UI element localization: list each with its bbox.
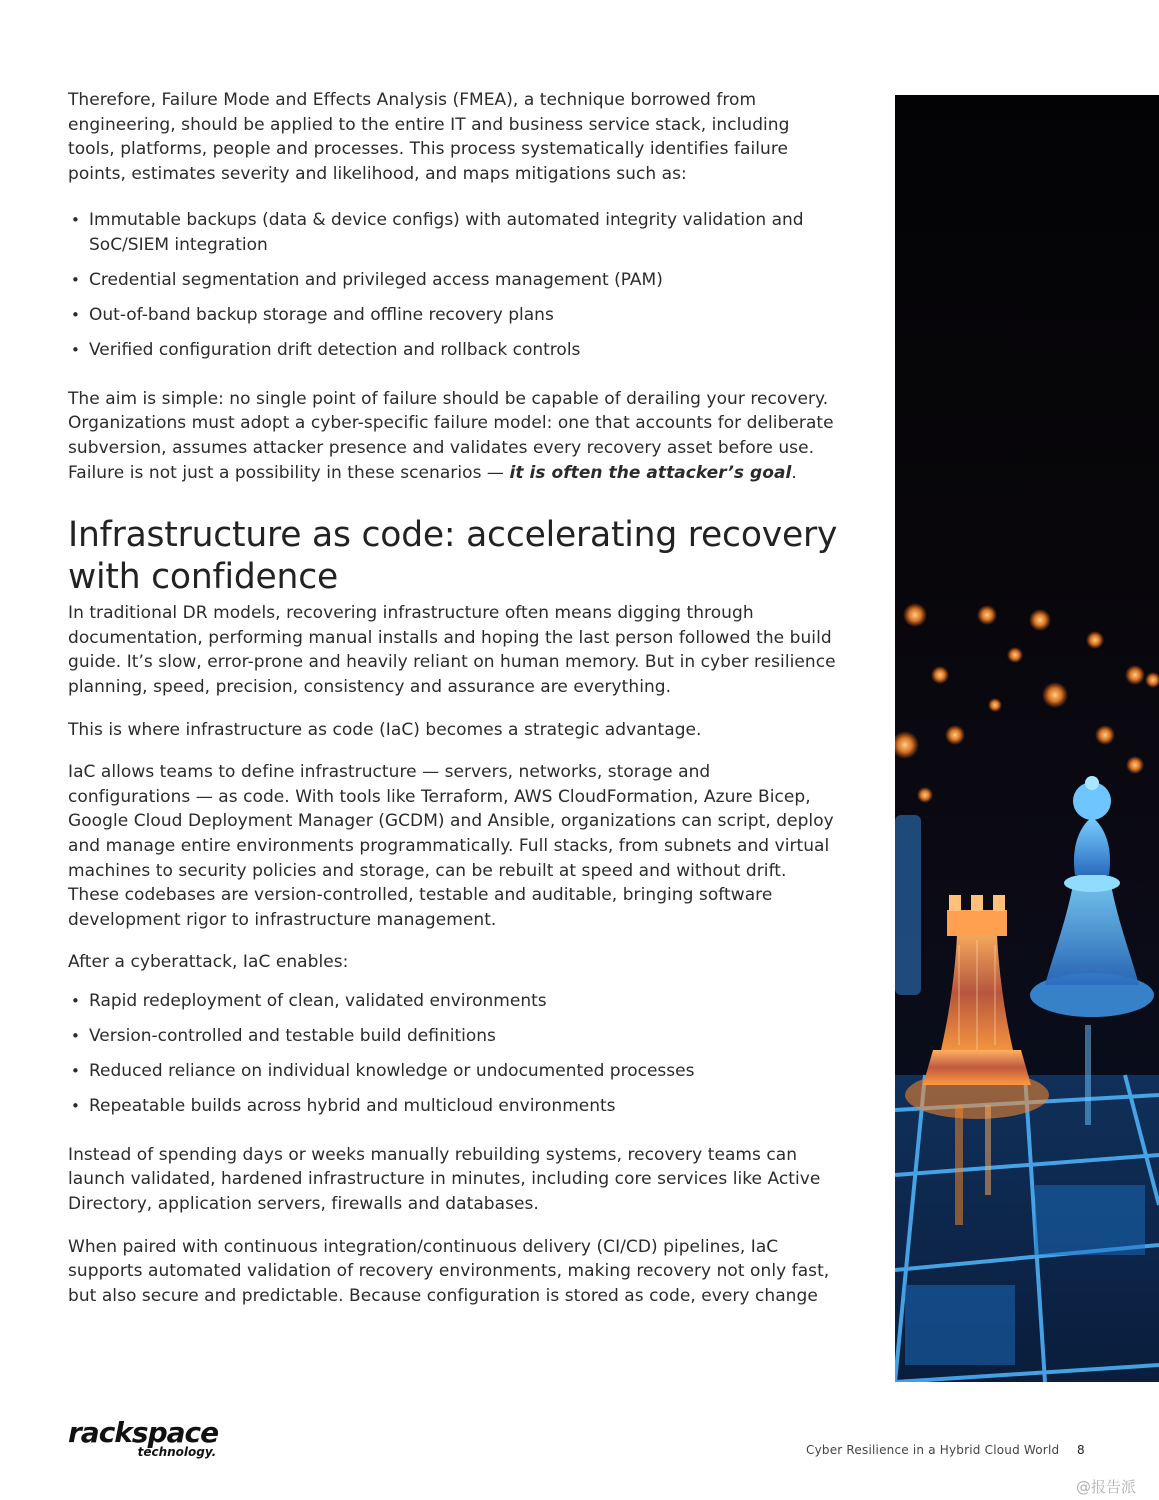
chess-illustration-svg — [895, 95, 1159, 1382]
paragraph-traditional-dr: In traditional DR models, recovering infrastructure often means digging through documentation, performing manual installs and hoping the last person followed the build guide. It’s slow, error-prone and heavily reliant on human memory. But in cyber resilience planning, speed, precision, consistency and assurance are everything. — [68, 603, 836, 697]
paragraph-aim-emphasis: it is often the attacker’s goal — [509, 462, 792, 483]
paragraph-cicd: When paired with continuous integration/continuous delivery (CI/CD) pipelines, IaC supports automated validation of recovery environments, making recovery not only fast, but also secure and predictable. Because configuration is stored as code, every change — [68, 1236, 830, 1306]
iac-benefits-list — [68, 989, 838, 1119]
mitigations-list — [68, 208, 838, 362]
logo-subtext: technology. — [137, 1445, 217, 1459]
paragraph-iac-definition: IaC allows teams to define infrastructure — servers, networks, storage and configurations — as code. With tools like Terraform, AWS CloudFormation, Azure Bicep, Google Cloud Deployment Manager (GCDM) and Ansible, organizations can script, deploy and manage entire environments programmatically. Full stacks, from subnets and virtual machines to security policies and storage, can be rebuilt at speed and without drift. These codebases are version-controlled, testable and auditable, bringing software development rigor to infrastructure management. — [68, 762, 834, 930]
list-item: • Version-controlled and testable build definitions — [68, 1024, 838, 1049]
list-item: • Verified configuration drift detection and rollback controls — [68, 338, 838, 363]
logo-wordmark: rackspace — [68, 1416, 219, 1449]
paragraph-aim-text: The aim is simple: no single point of failure should be capable of derailing your recovery. Organizations must adopt a cyber-specific failure model: one that accounts for deliberate subversion, assumes attacker presence and validates every recovery asset before use. Failure is not just a possibility in these scenarios — — [68, 388, 834, 483]
main-content — [68, 88, 838, 1308]
watermark: @报告派 — [1076, 1478, 1137, 1496]
list-item: • Credential segmentation and privileged access management (PAM) — [68, 268, 838, 293]
paragraph-rebuild: Instead of spending days or weeks manually rebuilding systems, recovery teams can launch validated, hardened infrastructure in minutes, including core services like Active Directory, application servers, firewalls and databases. — [68, 1144, 821, 1214]
list-item: • Immutable backups (data & device configs) with automated integrity validation and SoC/SIEM integration — [68, 208, 838, 257]
list-item: • Repeatable builds across hybrid and multicloud environments — [68, 1094, 838, 1119]
paragraph-iac-advantage: This is where infrastructure as code (IaC) becomes a strategic advantage. — [68, 719, 702, 740]
section-heading: Infrastructure as code: accelerating recovery with confidence — [68, 515, 838, 597]
footer-document-title: Cyber Resilience in a Hybrid Cloud World — [806, 1443, 1060, 1457]
paragraph-aim — [68, 387, 838, 485]
list-item: • Out-of-band backup storage and offline recovery plans — [68, 303, 838, 328]
list-item: • Rapid redeployment of clean, validated environments — [68, 989, 838, 1014]
paragraph-iac-enables: After a cyberattack, IaC enables: — [68, 952, 349, 973]
rackspace-logo — [68, 1418, 218, 1459]
footer-page-number: 8 — [1077, 1443, 1085, 1457]
list-item: • Reduced reliance on individual knowledge or undocumented processes — [68, 1059, 838, 1084]
paragraph-fmea: Therefore, Failure Mode and Effects Analysis (FMEA), a technique borrowed from engineering, should be applied to the entire IT and business service stack, including tools, platforms, people and processes. This process systematically identifies failure points, estimates severity and likelihood, and maps mitigations such as: — [68, 90, 790, 184]
paragraph-aim-end: . — [791, 462, 797, 483]
chess-illustration — [895, 95, 1159, 1382]
